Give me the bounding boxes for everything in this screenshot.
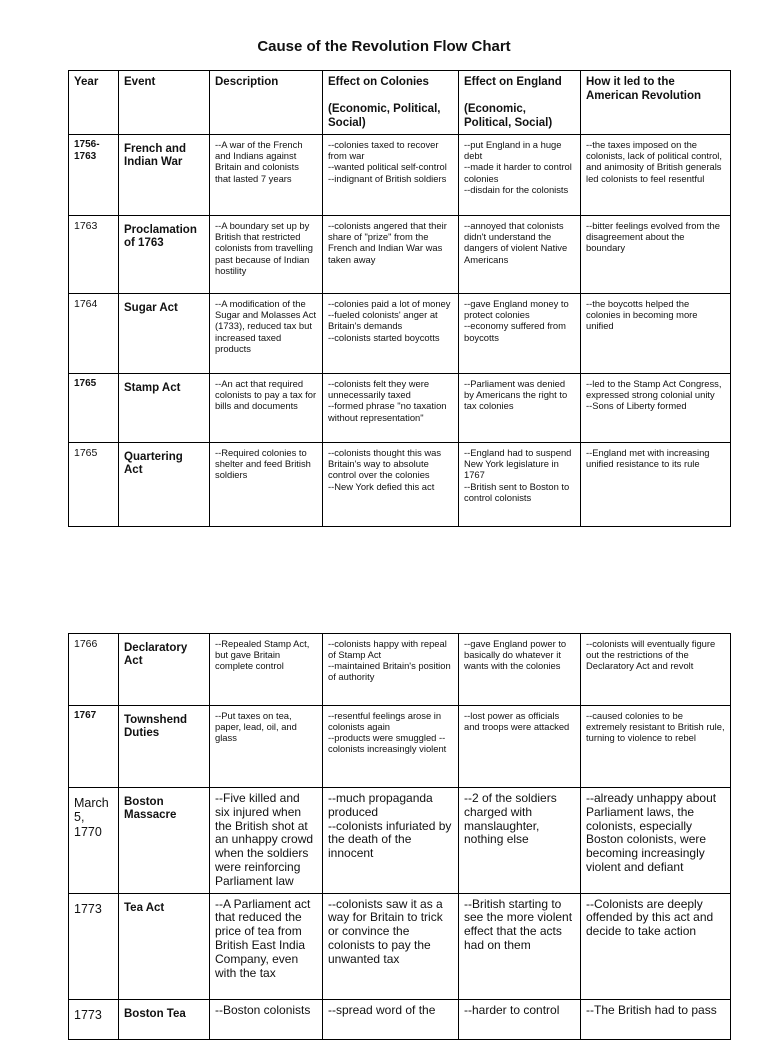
causes-table-part-1 [68,70,731,527]
table-row [69,999,731,1039]
cell-england: --gave England power to basically do whatever it wants with the colonies [459,634,581,706]
cell-colonies: --colonists saw it as a way for Britain to trick or convince the colonists to pay the unwanted tax [323,893,459,999]
cell-year: 1763 [69,216,119,294]
cell-colonies: --resentful feelings arose in colonists again --products were smuggled --colonists increasingly violent [323,706,459,788]
table-row [69,216,731,294]
table-row [69,443,731,527]
cell-england: --Parliament was denied by Americans the right to tax colonies [459,374,581,443]
cell-description: --A boundary set up by British that restricted colonists from travelling past because of Indian hostility [210,216,323,294]
header-effect-on-colonies: Effect on Colonies (Economic, Political, Social) [323,71,459,135]
header-effect-on-england: Effect on England (Economic, Political, Social) [459,71,581,135]
cell-colonies: --colonies paid a lot of money --fueled colonists' anger at Britain's demands --colonists started boycotts [323,294,459,374]
cell-led: --the taxes imposed on the colonists, lack of political control, and animosity of British generals led colonists to feel resentful [581,135,731,216]
cell-colonies: --much propaganda produced --colonists infuriated by the death of the innocent [323,788,459,894]
cell-year: 1766 [69,634,119,706]
table-row [69,893,731,999]
table-row [69,135,731,216]
cell-event: Sugar Act [119,294,210,374]
table-row [69,634,731,706]
cell-event: Townshend Duties [119,706,210,788]
header-how-led-to-revolution: How it led to the American Revolution [581,71,731,135]
cell-england: --harder to control [459,999,581,1039]
cell-event: French and Indian War [119,135,210,216]
cell-event: Boston Tea [119,999,210,1039]
cell-england: --put England in a huge debt --made it harder to control colonies --disdain for the colonists [459,135,581,216]
cell-year: 1764 [69,294,119,374]
cell-england: --British starting to see the more violent effect that the acts had on them [459,893,581,999]
cell-year: March 5, 1770 [69,788,119,894]
cell-description: --A war of the French and Indians against Britain and colonists that lasted 7 years [210,135,323,216]
cell-description: --Put taxes on tea, paper, lead, oil, and glass [210,706,323,788]
cell-year: 1765 [69,443,119,527]
header-year: Year [69,71,119,135]
cell-event: Declaratory Act [119,634,210,706]
cell-colonies: --spread word of the [323,999,459,1039]
table-row [69,294,731,374]
table-row [69,788,731,894]
cell-event: Tea Act [119,893,210,999]
header-row [69,71,731,135]
cell-description: --A Parliament act that reduced the price of tea from British East India Company, even with the tax [210,893,323,999]
cell-colonies: --colonists felt they were unnecessarily taxed --formed phrase "no taxation without representation" [323,374,459,443]
cell-description: --Repealed Stamp Act, but gave Britain complete control [210,634,323,706]
cell-description: --Boston colonists [210,999,323,1039]
table-row [69,706,731,788]
header-description: Description [210,71,323,135]
cell-led: --Colonists are deeply offended by this act and decide to take action [581,893,731,999]
causes-table-part-2 [68,633,731,1040]
cell-description: --Five killed and six injured when the British shot at an unhappy crowd when the soldiers were reinforcing Parliament law [210,788,323,894]
cell-event: Boston Massacre [119,788,210,894]
cell-led: --The British had to pass [581,999,731,1039]
cell-colonies: --colonists angered that their share of "prize" from the French and Indian War was taken away [323,216,459,294]
cell-england: --2 of the soldiers charged with manslaughter, nothing else [459,788,581,894]
cell-event: Proclamation of 1763 [119,216,210,294]
cell-england: --lost power as officials and troops were attacked [459,706,581,788]
cell-description: --A modification of the Sugar and Molasses Act (1733), reduced tax but increased taxed products [210,294,323,374]
cell-description: --An act that required colonists to pay a tax for bills and documents [210,374,323,443]
cell-colonies: --colonists happy with repeal of Stamp Act --maintained Britain's position of authority [323,634,459,706]
cell-year: 1756- 1763 [69,135,119,216]
cell-description: --Required colonies to shelter and feed British soldiers [210,443,323,527]
cell-event: Stamp Act [119,374,210,443]
cell-year: 1773 [69,999,119,1039]
cell-england: --gave England money to protect colonies --economy suffered from boycotts [459,294,581,374]
table-row [69,374,731,443]
header-event: Event [119,71,210,135]
cell-england: --annoyed that colonists didn't understand the dangers of violent Native Americans [459,216,581,294]
cell-colonies: --colonists thought this was Britain's way to absolute control over the colonies --New York defied this act [323,443,459,527]
cell-led: --the boycotts helped the colonies in becoming more unified [581,294,731,374]
cell-year: 1765 [69,374,119,443]
cell-england: --England had to suspend New York legislature in 1767 --British sent to Boston to control colonists [459,443,581,527]
cell-event: Quartering Act [119,443,210,527]
cell-year: 1773 [69,893,119,999]
cell-led: --England met with increasing unified resistance to its rule [581,443,731,527]
cell-year: 1767 [69,706,119,788]
cell-led: --already unhappy about Parliament laws, the colonists, especially Boston colonists, were becoming increasingly violent and defiant [581,788,731,894]
cell-led: --bitter feelings evolved from the disagreement about the boundary [581,216,731,294]
cell-led: --colonists will eventually figure out the restrictions of the Declaratory Act and revolt [581,634,731,706]
cell-led: --led to the Stamp Act Congress, expressed strong colonial unity --Sons of Liberty formed [581,374,731,443]
cell-colonies: --colonies taxed to recover from war --wanted political self-control --indignant of British soldiers [323,135,459,216]
cell-led: --caused colonies to be extremely resistant to British rule, turning to violence to rebel [581,706,731,788]
page-title: Cause of the Revolution Flow Chart [257,38,511,55]
